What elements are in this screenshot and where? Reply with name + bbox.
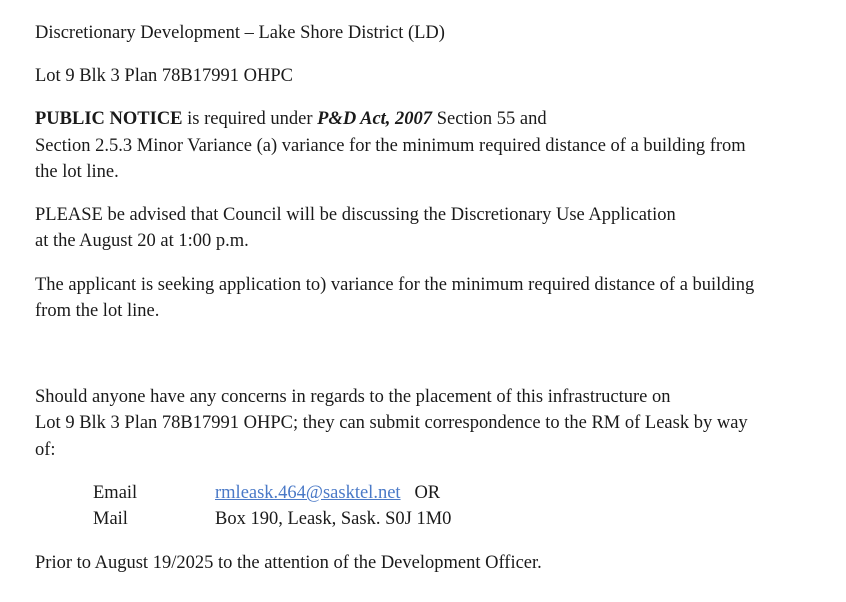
notice-text-2: Section 55 and xyxy=(432,109,547,129)
concerns-line-2: Lot 9 Blk 3 Plan 78B17991 OHPC; they can submit correspondence to the RM of Leask by way xyxy=(35,413,748,433)
concerns-line-1: Should anyone have any concerns in regards to the placement of this infrastructure on xyxy=(35,387,671,407)
notice-text-1: is required under xyxy=(182,109,318,129)
email-link[interactable]: rmleask.464@sasktel.net xyxy=(215,483,401,503)
mail-address: Box 190, Leask, Sask. S0J 1M0 xyxy=(215,509,452,529)
applicant-line-2: from the lot line. xyxy=(35,301,160,321)
advised-line-2: at the August 20 at 1:00 p.m. xyxy=(35,231,249,251)
email-label: Email xyxy=(93,483,138,503)
or-text: OR xyxy=(414,483,441,503)
lot-description: Lot 9 Blk 3 Plan 78B17991 OHPC xyxy=(35,66,293,86)
notice-line-3: the lot line. xyxy=(35,162,119,182)
public-notice-label: PUBLIC NOTICE xyxy=(35,109,183,129)
mail-label: Mail xyxy=(93,509,128,529)
act-name: P&D Act, 2007 xyxy=(317,109,433,129)
notice-line-2: Section 2.5.3 Minor Variance (a) variance for the minimum required distance of a building from xyxy=(35,136,746,156)
notice-line-1 xyxy=(35,106,547,132)
document-heading: Discretionary Development – Lake Shore District (LD) xyxy=(35,23,445,43)
advised-line-1: PLEASE be advised that Council will be discussing the Discretionary Use Application xyxy=(35,205,676,225)
applicant-line-1: The applicant is seeking application to) variance for the minimum required distance of a building xyxy=(35,275,755,295)
deadline-text: Prior to August 19/2025 to the attention of the Development Officer. xyxy=(35,553,542,573)
concerns-line-3: of: xyxy=(35,440,56,460)
email-row xyxy=(215,480,440,506)
